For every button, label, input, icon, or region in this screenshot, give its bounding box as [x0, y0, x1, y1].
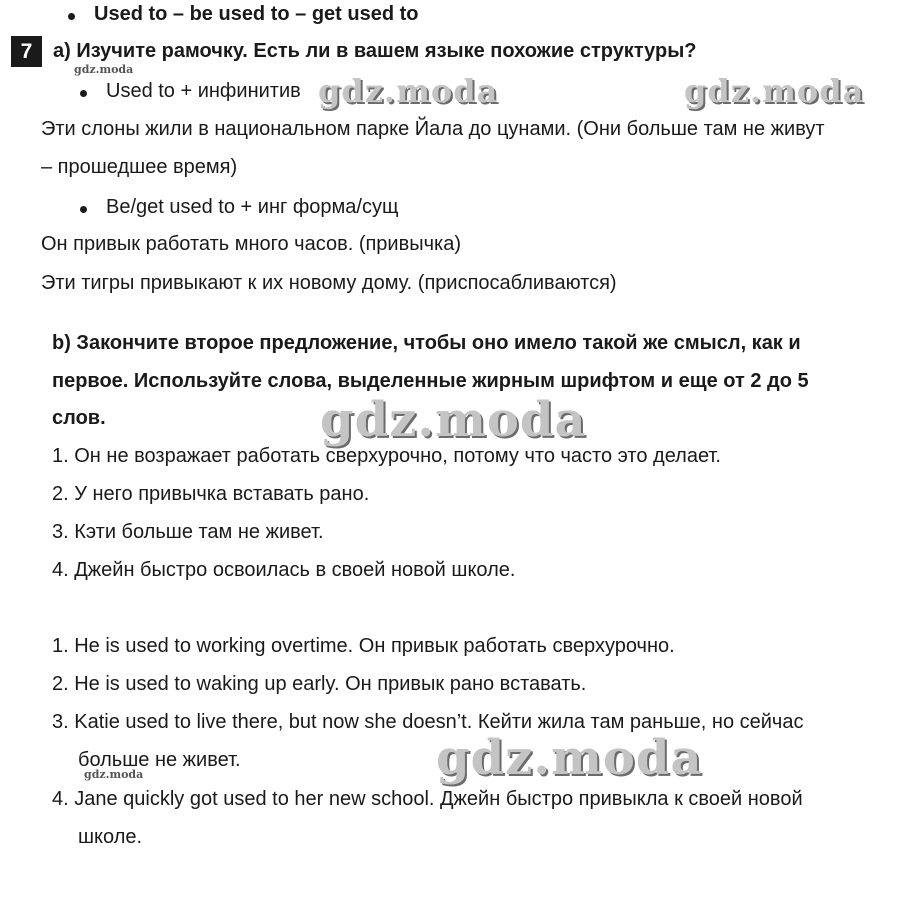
watermark-bottom: gdz.moda	[436, 730, 703, 786]
part-a-example-1: Он привык работать много часов. (привычка)	[41, 233, 461, 255]
watermark-small-top: gdz.moda	[74, 63, 134, 76]
part-a-example-2: Эти тигры привыкают к их новому дому. (приспосабливаются)	[41, 272, 617, 294]
answer-4-line-2: школе.	[78, 826, 143, 848]
watermark-small-bottom: gdz.moda	[84, 768, 144, 781]
part-b-item-1: 1. Он не возражает работать сверхурочно, потому что часто это делает.	[52, 445, 721, 467]
watermark-top-right: gdz.moda	[684, 72, 865, 110]
part-a-bullet-be-get-used-to: Be/get used to + инг форма/сущ	[106, 196, 399, 218]
part-b-instruction-line-1: b) Закончите второе предложение, чтобы оно имело такой же смысл, как и	[52, 332, 801, 354]
answer-4-line-1: 4. Jane quickly got used to her new school. Джейн быстро привыкла к своей новой	[52, 788, 803, 810]
answer-3-line-1: 3. Katie used to live there, but now she doesn’t. Кейти жила там раньше, но сейчас	[52, 711, 804, 733]
answer-1: 1. He is used to working overtime. Он привык работать сверхурочно.	[52, 635, 675, 657]
answer-2: 2. He is used to waking up early. Он привык рано вставать.	[52, 673, 587, 695]
exercise-number-badge: 7	[11, 36, 42, 67]
part-b-instruction-line-3: слов.	[52, 407, 106, 429]
part-b-instruction-line-2: первое. Используйте слова, выделенные жирным шрифтом и еще от 2 до 5	[52, 370, 809, 392]
part-b-item-4: 4. Джейн быстро освоилась в своей новой школе.	[52, 559, 516, 581]
answer-3-line-2: больше не живет.	[78, 749, 241, 771]
part-b-item-2: 2. У него привычка вставать рано.	[52, 483, 370, 505]
watermark-top-center: gdz.moda	[318, 72, 499, 110]
part-b-item-3: 3. Кэти больше там не живет.	[52, 521, 324, 543]
part-a-paragraph-line-1: Эти слоны жили в национальном парке Йала до цунами. (Они больше там не живут	[41, 118, 825, 140]
topic-heading: Used to – be used to – get used to	[94, 3, 419, 25]
part-a-paragraph-line-2: – прошедшее время)	[41, 156, 238, 178]
watermark-middle: gdz.moda	[320, 392, 587, 448]
part-a-title: a) Изучите рамочку. Есть ли в вашем языке похожие структуры?	[53, 40, 697, 62]
part-a-bullet-used-to: Used to + инфинитив	[106, 80, 301, 102]
